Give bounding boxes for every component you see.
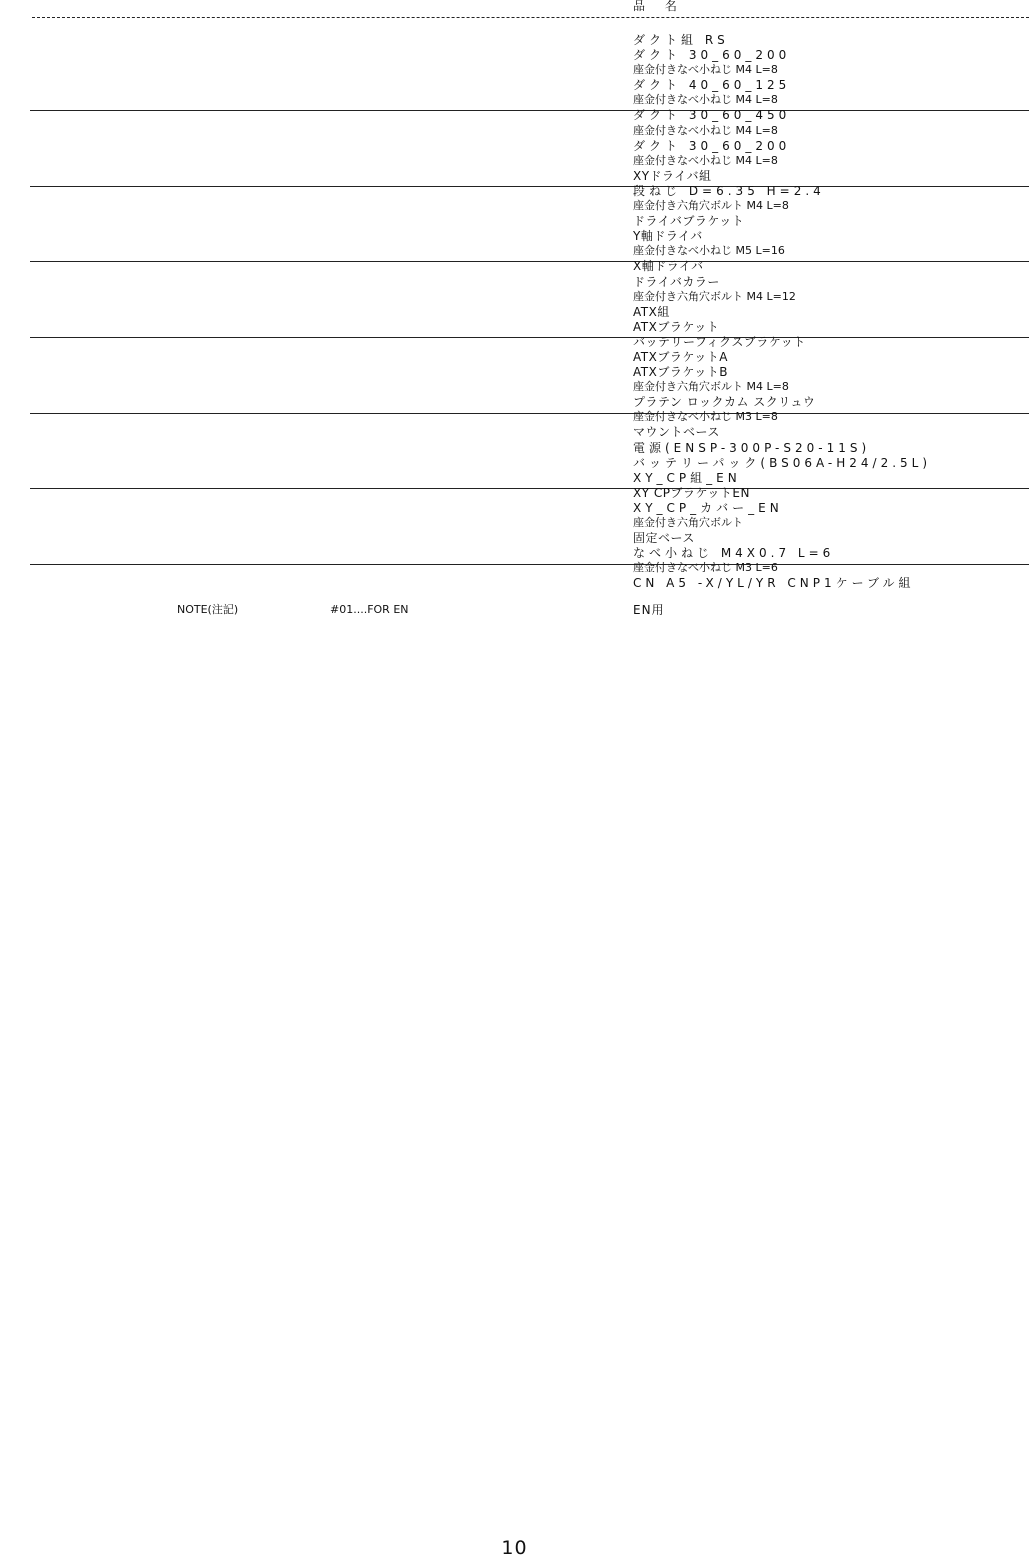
- note-label: NOTE(注記): [177, 603, 239, 616]
- part-name: 座金付きなべ小ねじ M5 L=16: [633, 244, 785, 258]
- part-name: 固定ベース: [633, 531, 695, 546]
- part-name: Y軸ドライバ: [633, 229, 703, 244]
- part-name: ドライバブラケット: [633, 214, 745, 229]
- part-name: 座金付きなべ小ねじ M4 L=8: [633, 63, 778, 77]
- part-name: XY_CP組_EN: [633, 470, 741, 485]
- part-name: ATXブラケット: [633, 319, 720, 334]
- part-name: XYドライバ組: [633, 168, 712, 183]
- part-name: ダクト 40_60_125: [633, 78, 791, 93]
- column-header: 品 名: [633, 0, 685, 13]
- part-name: ダクト 30_60_450: [633, 108, 791, 123]
- part-name: なべ小ねじ M4X0.7 L=6: [633, 546, 835, 561]
- part-name: プラテン ロックカム スクリュウ: [633, 395, 816, 410]
- note-part-name: EN用: [633, 603, 665, 617]
- part-name: バッテリーフィクスブラケット: [633, 334, 806, 349]
- part-name: 座金付きなべ小ねじ M4 L=8: [633, 123, 778, 137]
- part-name: ATXブラケットB: [633, 365, 728, 380]
- part-name: マウントベース: [633, 425, 720, 440]
- part-name: 座金付き六角穴ボルト: [633, 516, 743, 529]
- part-name: 座金付きなべ小ねじ M3 L=6: [633, 561, 778, 575]
- part-name: 段ねじ D=6.35 H=2.4: [633, 183, 825, 198]
- part-name: ダクト 30_60_200: [633, 138, 791, 153]
- part-name: 座金付きなべ小ねじ M3 L=8: [633, 410, 778, 424]
- part-name: ダクト組 RS: [633, 33, 729, 47]
- part-name: CN A5 -X/YL/YR CNP1ケーブル組: [633, 576, 915, 591]
- parts-list: [633, 33, 1029, 591]
- part-name: 電源(ENSP-300P-S20-11S): [633, 440, 871, 455]
- page-number: 10: [501, 1537, 528, 1559]
- part-name: X軸ドライバ: [633, 259, 704, 274]
- part-name: ドライバカラー: [633, 274, 720, 289]
- dashed-divider: [32, 17, 1029, 18]
- note-text: #01....FOR EN: [330, 603, 409, 616]
- part-name: XY_CP_カバー_EN: [633, 500, 783, 515]
- part-name: バッテリーパック(BS06A-H24/2.5L): [633, 455, 932, 470]
- part-name: 座金付き六角穴ボルト M4 L=8: [633, 380, 789, 394]
- part-name: 座金付き六角穴ボルト M4 L=12: [633, 289, 796, 303]
- part-name: XY CPブラケットEN: [633, 485, 750, 500]
- part-name: 座金付き六角穴ボルト M4 L=8: [633, 199, 789, 213]
- part-name: 座金付きなべ小ねじ M4 L=8: [633, 153, 778, 167]
- part-name: 座金付きなべ小ねじ M4 L=8: [633, 93, 778, 107]
- part-name: ダクト 30_60_200: [633, 48, 791, 63]
- part-name: ATXブラケットA: [633, 349, 728, 364]
- part-name: ATX組: [633, 304, 670, 319]
